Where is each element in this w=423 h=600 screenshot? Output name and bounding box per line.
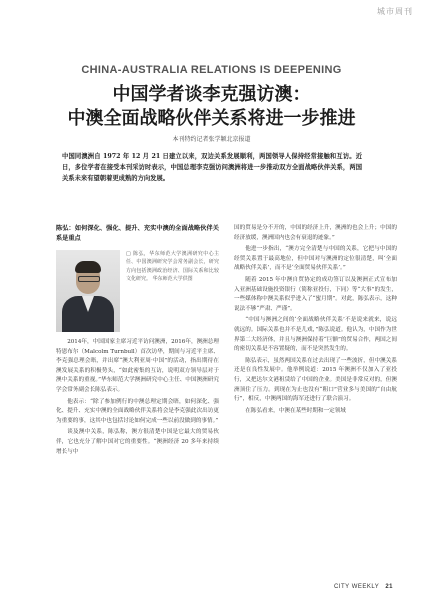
portrait-photo <box>56 250 120 332</box>
section-tag: 城市周刊 <box>377 7 413 16</box>
left-column <box>56 224 219 459</box>
headline-line-1: 中国学者谈李克强访澳： <box>112 84 311 105</box>
body-paragraph: 他表示：“除了参加例行的中澳总理定期会晤，如何深化、强化、提升、充实中澳的全面战略伙伴关系将会是李克强此次出访更为重要的事，这其中也包括讨论如何完成一些以前没做到的事情。” <box>56 398 219 424</box>
page-footer <box>334 584 393 590</box>
body-paragraph: “中国与澳洲之间的‘全面战略伙伴关系’不是说来就来，说远就远的。国际关系也并不是儿戏，”陈弘说道。他认为，中国作为世界第二大经济体，并且与澳洲保持着“巨额”的贸易合作，两国之间的密切关系是不容置疑的，而不是突然发生的。 <box>234 317 397 353</box>
publication-name: CITY WEEKLY <box>334 584 380 590</box>
body-paragraph: 随着 2015 年中澳自贸协定的成功签订以及澳洲正式宣布加入亚洲基础设施投资银行（简称亚投行，下同）等“大事”的发生，一些媒体称中澳关系似乎进入了“蜜月期”。对此，陈弘表示，这种说法不够“严肃、严谨”。 <box>234 276 397 312</box>
body-paragraph: 陈弘表示，虽然两国关系在过去出现了一些波折，但中澳关系还是在良性发展中。他举例说道：2015 年澳洲不仅加入了亚投行，又把达尔文港租赁给了中国的企业。美国是非常反对的，但澳洲顶住了压力。到现在为止也没有“粗口”营业多与美国的“自由航行”，相反，中澳两国的海军还进行了联合演习。 <box>234 357 397 403</box>
section-subhead: 陈弘：如何深化、强化、提升、充实中澳的全面战略伙伴关系是重点 <box>56 225 219 242</box>
body-paragraph: 在陈弘看来，中澳在某些时期和一定领域 <box>245 407 346 414</box>
headline-line-2: 中澳全面战略伙伴关系将进一步推进 <box>67 108 356 129</box>
photo-caption: □ 陈弘，华东师范大学澳洲研究中心主任、中国澳洲研究学会常务副会长，研究方向包括澳洲政治经济、国际关系和比较文化研究。 华东师范大学供图 <box>126 251 219 283</box>
lead-paragraph: 中国同澳洲自 1972 年 12 月 21 日建立以来，双边关系发展顺利，两国领导人保持经常接触和互访。近日，多位学者在接受本刊采访时表示，中国总理李克强访问澳洲将进一步推动双方全面战略伙伴关系，两国关系未来有望朝着更成熟的方向发展。 <box>62 153 362 182</box>
body-paragraph: 谈及澳中关系，陈弘称，澳方很清楚中国是它最大的贸易伙伴，它也充分了解中国对它的重要性。“澳洲经济 20 多年来持续增长与中 <box>56 429 219 455</box>
body-paragraph: 国的贸易是分不开的，中国的经济上升，澳洲的也会上升；中国的经济放缓，澳洲国内也会有衰退的迹象。” <box>234 225 397 241</box>
english-kicker: CHINA-AUSTRALIA RELATIONS IS DEEPENING <box>81 64 342 76</box>
right-column <box>234 224 397 418</box>
photo-block <box>56 250 219 332</box>
page-number: 21 <box>385 584 393 590</box>
body-paragraph: 2014年，中国国家主席习近平访问澳洲，2016年，澳洲总理特恩布尔（Malcolm Turnbull）首次访华，期间与习近平主席、李克强总理会晤，并出席“澳大利亚周·中国”的活动，指出期待在澳发展关系的积极势头，“如此密集的互访，说明双方领导层对于澳中关系的重视。”华东师范大学澳洲研究中心主任、中国澳洲研究学会常务副会长陈弘表示。 <box>56 339 219 393</box>
body-paragraph: 他进一步指出，“澳方完全清楚与中国的关系，它把与中国的经贸关系置于最高地位，但中国对与澳洲的定位很清楚，叫‘全面战略伙伴关系’，而不是‘全面贸易伙伴关系’。” <box>234 246 397 272</box>
byline: 本刊特约记者张学颖北京报道 <box>172 136 251 143</box>
